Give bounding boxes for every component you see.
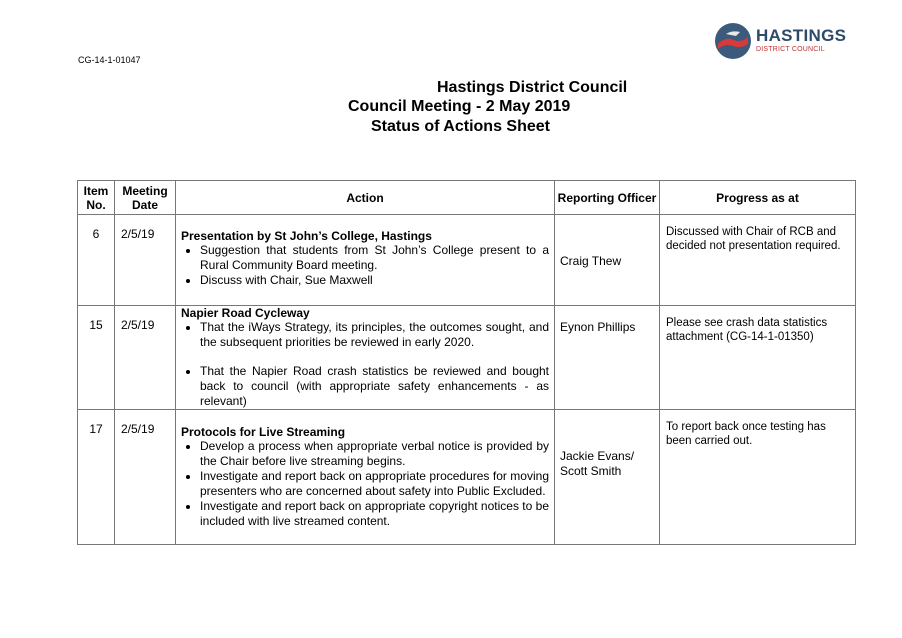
council-logo (714, 22, 854, 62)
action-list (181, 243, 549, 288)
table-header-row (78, 181, 856, 215)
reporting-officer: Jackie Evans/ Scott Smith (555, 410, 660, 545)
action-list (181, 439, 549, 529)
action-heading: Protocols for Live Streaming (181, 425, 346, 439)
progress-text: Discussed with Chair of RCB and decided not presentation required. (660, 215, 856, 306)
spacer (200, 350, 549, 364)
logo-subtitle: DISTRICT COUNCIL (756, 46, 825, 53)
meeting-date: 2/5/19 (115, 215, 176, 306)
actions-table (77, 180, 856, 545)
logo-title: HASTINGS (756, 26, 847, 45)
action-bullet: • Investigate and report back on appropriate procedures for moving presenters who are concerned about safety into Public Excluded. (200, 469, 549, 499)
meeting-title: Council Meeting - 2 May 2019 (348, 98, 571, 115)
action-bullet: • That the iWays Strategy, its principles, the outcomes sought, and the subsequent priorities be reviewed in early 2020. (200, 320, 549, 350)
action-heading: Presentation by St John’s College, Hastings (181, 229, 432, 243)
sheet-title: Status of Actions Sheet (371, 118, 550, 135)
header-date: Meeting Date (115, 181, 176, 215)
council-title: Hastings District Council (437, 79, 628, 96)
progress-text: To report back once testing has been carried out. (660, 410, 856, 545)
action-list (181, 320, 549, 409)
logo-emblem-icon (714, 22, 752, 60)
document-reference: CG-14-1-01047 (78, 55, 141, 65)
header-action: Action (176, 181, 555, 215)
table-row (78, 410, 856, 545)
reporting-officer: Craig Thew (555, 215, 660, 306)
meeting-date: 2/5/19 (115, 410, 176, 545)
item-number: 15 (78, 306, 115, 410)
item-number: 6 (78, 215, 115, 306)
action-heading: Napier Road Cycleway (181, 306, 310, 320)
action-bullet: • Develop a process when appropriate verbal notice is provided by the Chair before live streaming begins. (200, 439, 549, 469)
action-bullet: • Investigate and report back on appropriate copyright notices to be included with live streamed content. (200, 499, 549, 529)
header-progress: Progress as at (660, 181, 856, 215)
table-row (78, 306, 856, 410)
table-row (78, 215, 856, 306)
progress-text: Please see crash data statistics attachment (CG-14-1-01350) (660, 306, 856, 410)
action-cell (176, 410, 555, 545)
meeting-date: 2/5/19 (115, 306, 176, 410)
reporting-officer: Eynon Phillips (555, 306, 660, 410)
action-cell (176, 215, 555, 306)
header-item: Item No. (78, 181, 115, 215)
action-bullet: • Discuss with Chair, Sue Maxwell (200, 273, 549, 288)
header-officer: Reporting Officer (555, 181, 660, 215)
item-number: 17 (78, 410, 115, 545)
action-cell (176, 306, 555, 410)
action-bullet: • Suggestion that students from St John’s College present to a Rural Community Board meeting. (200, 243, 549, 273)
action-bullet: • That the Napier Road crash statistics be reviewed and bought back to council (with appropriate safety enhancements - as relevant) (200, 364, 549, 409)
